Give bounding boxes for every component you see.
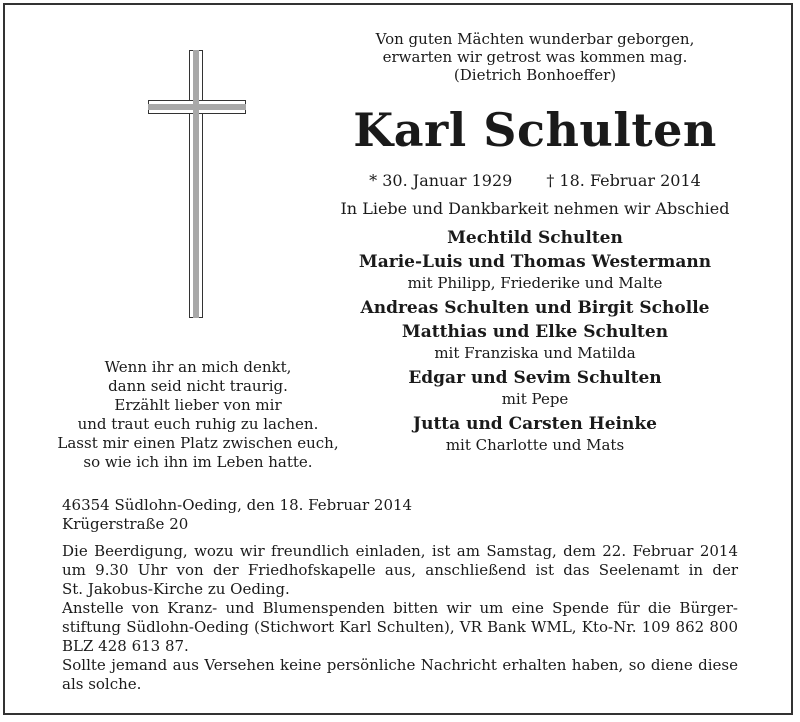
notice-line: St. Jakobus-Kirche zu Oeding. [62, 580, 290, 598]
poem-line: Lasst mir einen Platz zwischen euch, [57, 434, 339, 452]
notice-paragraph [62, 656, 738, 694]
mourner-name: Jutta und Carsten Heinke [413, 414, 657, 434]
notice-line: als solche. [62, 675, 142, 693]
mourner-entry [330, 412, 740, 455]
deceased-name: Karl Schulten [353, 103, 717, 157]
poem [48, 358, 348, 472]
notice-line: Sollte jemand aus Versehen keine persönliche Nachricht erhalten haben, so diene diese [62, 656, 738, 674]
poem-line: und traut euch ruhig zu lachen. [77, 415, 319, 433]
mourner-entry [330, 250, 740, 293]
mourner-entry [330, 366, 740, 409]
notice-line: Die Beerdigung, wozu wir freundlich einladen, ist am Samstag, dem 22. Februar 2014 [62, 542, 738, 560]
address-block [62, 496, 742, 534]
mourner-entry [330, 320, 740, 363]
mourner-name: Marie-Luis und Thomas Westermann [358, 252, 712, 272]
mourner-name: Edgar und Sevim Schulten [408, 368, 662, 388]
bonhoeffer-quote [330, 30, 740, 84]
birth-date: * 30. Januar 1929 [369, 171, 513, 190]
poem-line: dann seid nicht traurig. [108, 377, 288, 395]
death-date: † 18. Februar 2014 [546, 171, 701, 190]
mourner-children: mit Pepe [501, 390, 569, 408]
notice-line: BLZ 428 613 87. [62, 637, 189, 655]
mourner-name: Andreas Schulten und Birgit Scholle [360, 298, 710, 318]
mourners-list [330, 226, 740, 458]
poem-line: Wenn ihr an mich denkt, [104, 358, 292, 376]
mourner-name: Mechtild Schulten [447, 228, 623, 248]
mourner-children: mit Philipp, Friederike und Malte [407, 274, 663, 292]
mourner-name: Matthias und Elke Schulten [401, 322, 669, 342]
place-date: 46354 Südlohn-Oeding, den 18. Februar 2014 [62, 496, 413, 514]
mourner-children: mit Franziska und Matilda [434, 344, 636, 362]
cross-icon [148, 50, 246, 318]
poem-line: Erzählt lieber von mir [114, 396, 282, 414]
notice-line: um 9.30 Uhr von der Friedhofskapelle aus, anschließend ist das Seelenamt in der [62, 561, 738, 579]
street: Krügerstraße 20 [62, 515, 189, 533]
quote-author: (Dietrich Bonhoeffer) [453, 66, 617, 84]
notice-paragraph [62, 599, 738, 656]
mourner-entry [330, 226, 740, 250]
notice-line: stiftung Südlohn-Oeding (Stichwort Karl Schulten), VR Bank WML, Kto-Nr. 109 862 800 [62, 618, 738, 636]
poem-line: so wie ich ihn im Leben hatte. [83, 453, 313, 471]
quote-line: erwarten wir getrost was kommen mag. [382, 48, 688, 66]
funeral-notice [62, 542, 738, 694]
mourner-children: mit Charlotte und Mats [445, 436, 625, 454]
quote-line: Von guten Mächten wunderbar geborgen, [375, 30, 695, 48]
farewell-line: In Liebe und Dankbarkeit nehmen wir Abschied [340, 199, 730, 218]
notice-line: Anstelle von Kranz- und Blumenspenden bitten wir um eine Spende für die Bürger- [62, 599, 738, 617]
mourner-entry [330, 296, 740, 320]
notice-paragraph [62, 542, 738, 599]
life-dates [330, 170, 740, 192]
